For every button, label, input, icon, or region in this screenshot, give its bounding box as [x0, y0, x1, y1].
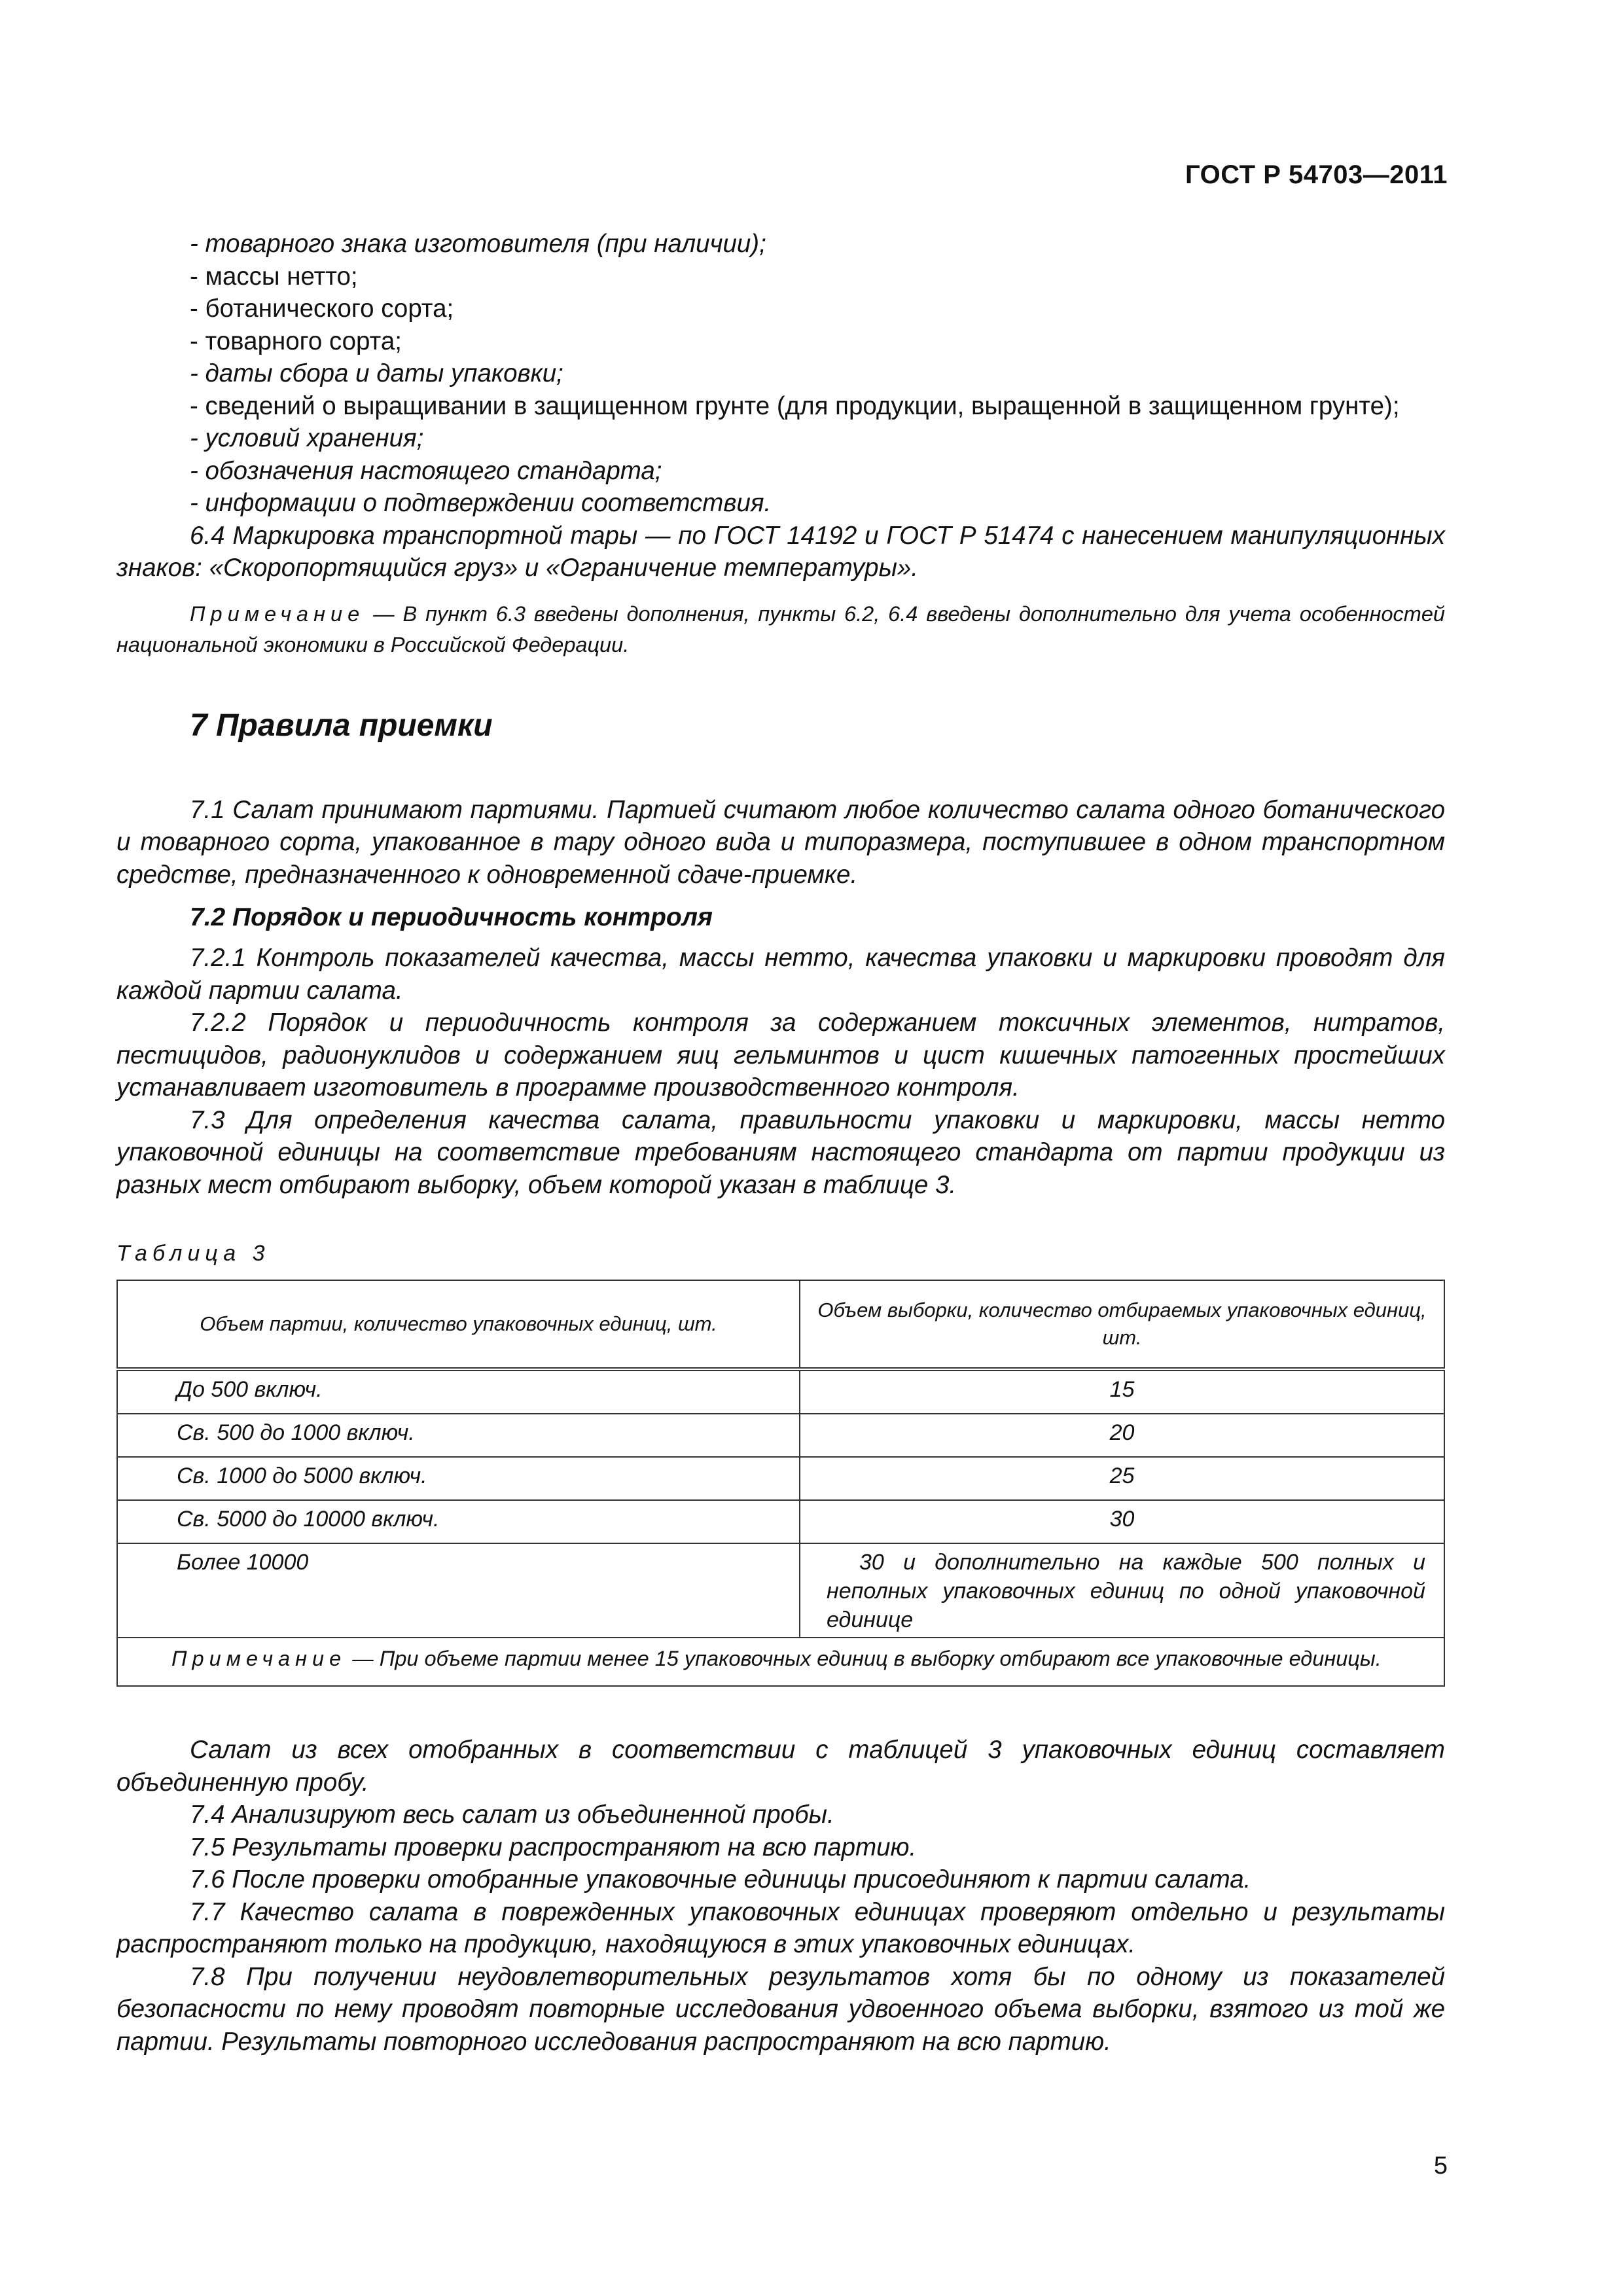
table-row: [117, 1414, 1444, 1457]
list-item: - даты сбора и даты упаковки;: [190, 359, 563, 387]
table-header-cell: Объем партии, количество упаковочных единиц, шт.: [117, 1280, 800, 1369]
paragraph-7-1: 7.1 Салат принимают партиями. Партией считают любое количество салата одного ботанического и товарного сорта, упакованное в тару одного вида и типоразмера, поступившее в одном транспортном средстве, предназначенного к одновременной сдаче-приемке.: [116, 795, 1445, 889]
table-row: [117, 1457, 1444, 1500]
table-note-row: [117, 1638, 1444, 1686]
table-cell: Св. 500 до 1000 включ.: [117, 1414, 800, 1457]
subsection-7-2-title: 7.2 Порядок и периодичность контроля: [190, 903, 713, 931]
table-cell: До 500 включ.: [117, 1369, 800, 1414]
paragraph-7-3: 7.3 Для определения качества салата, правильности упаковки и маркировки, массы нетто упаковочной единицы на соответствие требованиям настоящего стандарта от партии продукции из разных мест отбирают выборку, объем которой указан в таблице 3.: [116, 1105, 1445, 1199]
table-cell: 25: [800, 1457, 1444, 1500]
table-cell: 20: [800, 1414, 1444, 1457]
table-cell: 30 и дополнительно на каждые 500 полных и неполных упаковочных единиц по одной упаковочной единице: [800, 1543, 1444, 1638]
paragraph-7-4: 7.4 Анализируют весь салат из объединенной пробы.: [190, 1801, 834, 1829]
table-cell: Более 10000: [117, 1543, 800, 1638]
list-item: - информации о подтверждении соответствия.: [190, 489, 772, 517]
list-item: - массы нетто;: [190, 262, 358, 291]
paragraph-7-5: 7.5 Результаты проверки распространяют на всю партию.: [190, 1833, 917, 1861]
note-text: — В пункт 6.3 введены дополнения, пункты 6.2, 6.4 введены дополнительно для учета особенностей национальной экономики в Российской Федерации.: [116, 601, 1445, 656]
table-note-text: — При объеме партии менее 15 упаковочных единиц в выборку отбирают все упаковочные единицы.: [346, 1647, 1382, 1670]
page-content: [116, 228, 1445, 2058]
table-note-label: Примечание: [171, 1647, 347, 1670]
document-header-id: ГОСТ Р 54703—2011: [1185, 160, 1448, 189]
after-table-block: [116, 1734, 1445, 2058]
table-cell: Св. 1000 до 5000 включ.: [117, 1457, 800, 1500]
note-label: Примечание: [190, 601, 365, 626]
paragraph-7-7: 7.7 Качество салата в поврежденных упаковочных единицах проверяют отдельно и результаты распространяют только на продукцию, находящуюся в этих упаковочных единицах.: [116, 1897, 1445, 1958]
list-item: - сведений о выращивании в защищенном грунте (для продукции, выращенной в защищенном грунте);: [190, 391, 1400, 420]
paragraph-combined-sample: Салат из всех отобранных в соответствии с таблицей 3 упаковочных единиц составляет объединенную пробу.: [116, 1736, 1445, 1797]
table-row: [117, 1543, 1444, 1638]
paragraph-7-8: 7.8 При получении неудовлетворительных результатов хотя бы по одному из показателей безопасности по нему проводят повторные исследования удвоенного объема выборки, взятого из той же партии. Результаты повторного исследования распространяют на всю партию.: [116, 1962, 1445, 2056]
table-3-caption: Таблица 3: [116, 1241, 270, 1266]
paragraph-7-2-2: 7.2.2 Порядок и периодичность контроля за содержанием токсичных элементов, нитратов, пестицидов, радионуклидов и содержанием яиц гельминтов и цист кишечных патогенных простейших устанавливает изготовитель в программе производственного контроля.: [116, 1009, 1445, 1102]
table-header-row: [117, 1280, 1444, 1369]
list-item: - ботанического сорта;: [190, 295, 454, 323]
paragraph-6-4: 6.4 Маркировка транспортной тары — по ГОСТ 14192 и ГОСТ Р 51474 с нанесением манипуляционных знаков: «Скоропортящийся груз» и «Ограничение температуры».: [116, 521, 1445, 582]
list-item: - условий хранения;: [190, 424, 424, 452]
list-item: - товарного знака изготовителя (при наличии);: [190, 230, 766, 258]
paragraph-7-6: 7.6 После проверки отобранные упаковочные единицы присоединяют к партии салата.: [190, 1865, 1251, 1893]
table-3: [116, 1280, 1445, 1687]
table-cell: 30: [800, 1500, 1444, 1543]
note-paragraph: [116, 599, 1445, 660]
page-number: 5: [1433, 2152, 1448, 2179]
section-7-title: 7 Правила приемки: [190, 708, 493, 743]
table-row: [117, 1369, 1444, 1414]
table-cell: 15: [800, 1369, 1444, 1414]
table-cell: Св. 5000 до 10000 включ.: [117, 1500, 800, 1543]
table-header-cell: Объем выборки, количество отбираемых упаковочных единиц, шт.: [800, 1280, 1444, 1369]
marking-list: [116, 228, 1445, 520]
table-note-cell: [117, 1638, 1444, 1686]
list-item: - товарного сорта;: [190, 327, 402, 355]
paragraph-7-2-1: 7.2.1 Контроль показателей качества, массы нетто, качества упаковки и маркировки проводят для каждой партии салата.: [116, 944, 1445, 1005]
list-item: - обозначения настоящего стандарта;: [190, 456, 662, 485]
table-row: [117, 1500, 1444, 1543]
